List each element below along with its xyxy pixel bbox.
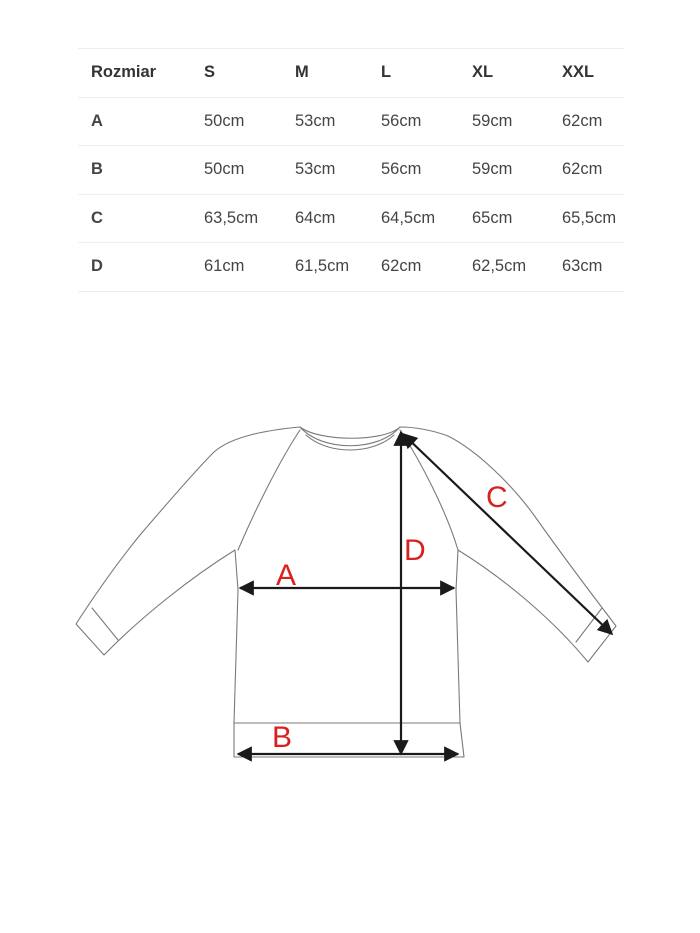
table-cell: 62cm <box>368 243 459 292</box>
header-size-xl: XL <box>459 49 549 98</box>
table-header-row <box>78 49 624 98</box>
row-label: D <box>78 243 191 292</box>
table-cell: 53cm <box>282 146 368 195</box>
sweatshirt-outline <box>76 427 616 757</box>
table-cell: 64,5cm <box>368 194 459 243</box>
header-size-xxl: XXL <box>549 49 624 98</box>
table-cell: 50cm <box>191 146 282 195</box>
left-raglan-seam <box>238 430 300 550</box>
table-cell: 62cm <box>549 97 624 146</box>
label-d: D <box>404 534 426 567</box>
table-cell: 63,5cm <box>191 194 282 243</box>
measurement-labels <box>272 481 508 754</box>
sweatshirt-measurement-diagram <box>0 380 700 800</box>
header-size-s: S <box>191 49 282 98</box>
table-cell: 62,5cm <box>459 243 549 292</box>
table-cell: 64cm <box>282 194 368 243</box>
table-row <box>78 146 624 195</box>
table-row <box>78 194 624 243</box>
size-table <box>78 48 624 292</box>
table-cell: 65cm <box>459 194 549 243</box>
label-b: B <box>272 721 293 754</box>
label-c: C <box>486 481 508 514</box>
header-size-m: M <box>282 49 368 98</box>
label-a: A <box>276 559 297 592</box>
header-rozmiar: Rozmiar <box>78 49 191 98</box>
table-row <box>78 243 624 292</box>
table-cell: 56cm <box>368 146 459 195</box>
table-cell: 59cm <box>459 97 549 146</box>
table-cell: 59cm <box>459 146 549 195</box>
sweatshirt-body <box>76 427 616 757</box>
arrow-c <box>403 434 612 634</box>
table-cell: 56cm <box>368 97 459 146</box>
right-raglan-seam <box>400 430 458 550</box>
table-cell: 61cm <box>191 243 282 292</box>
left-cuff <box>92 608 118 640</box>
table-row <box>78 97 624 146</box>
row-label: A <box>78 97 191 146</box>
table-cell: 50cm <box>191 97 282 146</box>
table-cell: 65,5cm <box>549 194 624 243</box>
table-cell: 63cm <box>549 243 624 292</box>
table-cell: 62cm <box>549 146 624 195</box>
measurement-arrows <box>238 432 612 754</box>
header-size-l: L <box>368 49 459 98</box>
row-label: C <box>78 194 191 243</box>
table-cell: 61,5cm <box>282 243 368 292</box>
row-label: B <box>78 146 191 195</box>
table-cell: 53cm <box>282 97 368 146</box>
